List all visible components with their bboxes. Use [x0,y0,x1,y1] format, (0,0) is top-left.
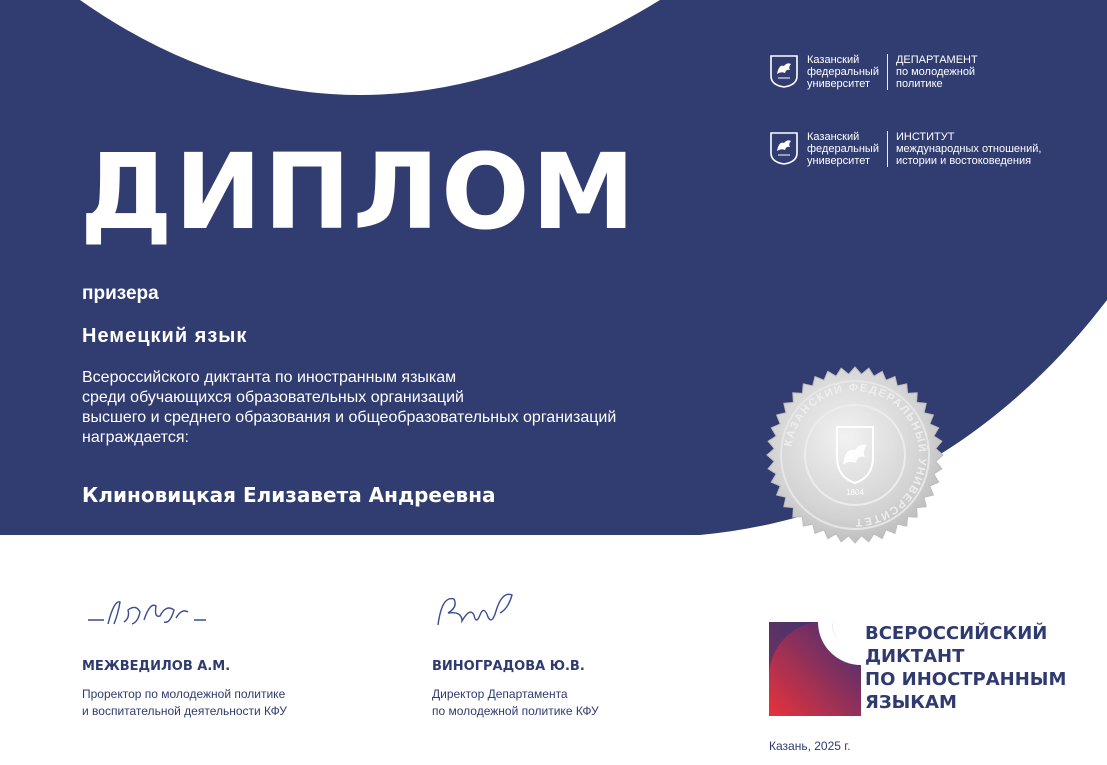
department-name-line: политике [895,78,943,90]
city-year: Казань, 2025 г. [769,739,851,753]
institute-name-line: истории и востоковедения [895,155,1032,167]
department-name [896,54,978,90]
kfu-emblem-icon [769,131,799,165]
institute-name [896,131,1041,167]
logo-divider [887,131,888,167]
university-name-line: федеральный [807,66,879,78]
seal-text: КАЗАНСКИЙ ФЕДЕРАЛЬНЫЙ УНИВЕРСИТЕТ [782,381,929,529]
kfu-department-logo [769,54,978,90]
description-line: награждается: [82,429,189,446]
kfu-emblem-icon [769,54,799,88]
signatory-name: ВИНОГРАДОВА Ю.В. [432,659,585,674]
institute-name-line: международных отношений, [895,143,1042,155]
department-name-line: по молодежной [895,66,976,78]
recipient-name: Клиновицкая Елизавета Андреевна [82,483,496,507]
dictation-logo-icon [769,622,861,716]
award-description [82,368,722,448]
signatory-role-line: по молодежной политике КФУ [432,704,599,718]
signatory-role-line: и воспитательной деятельности КФУ [82,704,287,718]
signatory-role-line: Проректор по молодежной политике [82,687,286,701]
university-seal [765,365,945,545]
brand-line: ДИКТАНТ [865,646,965,667]
description-line: Всероссийского диктанта по иностранным языкам [82,369,457,386]
diploma-title: ДИПЛОМ [80,131,637,253]
brand-line: ПО ИНОСТРАННЫМ [865,669,1067,690]
description-line: среди обучающихся образовательных организаций [82,389,464,406]
institute-name-line: ИНСТИТУТ [895,131,955,143]
department-name-line: ДЕПАРТАМЕНТ [895,54,978,66]
university-name-line: федеральный [807,143,879,155]
signature-vinogradova [432,585,522,640]
brand-line: ЯЗЫКАМ [865,692,957,713]
brand-line: ВСЕРОССИЙСКИЙ [865,623,1048,644]
language-nomination: Немецкий язык [82,325,248,347]
signature-mezhvedilov [84,590,214,640]
kfu-institute-logo [769,131,1041,167]
signatory-name: МЕЖВЕДИЛОВ А.М. [82,659,231,674]
university-name-line: университет [807,155,871,167]
university-name-line: Казанский [807,131,860,143]
signatory-role [82,686,287,720]
university-name-line: университет [807,78,871,90]
signatory-role [432,686,599,720]
award-level: призера [82,283,159,304]
university-name [807,131,879,167]
logo-divider [887,54,888,90]
description-line: высшего и среднего образования и общеобразовательных организаций [82,409,617,426]
seal-year: 1804 [846,488,864,497]
dictation-logo-text [865,622,1066,714]
university-name-line: Казанский [807,54,860,66]
university-name [807,54,879,90]
signatory-role-line: Директор Департамента [432,687,568,701]
